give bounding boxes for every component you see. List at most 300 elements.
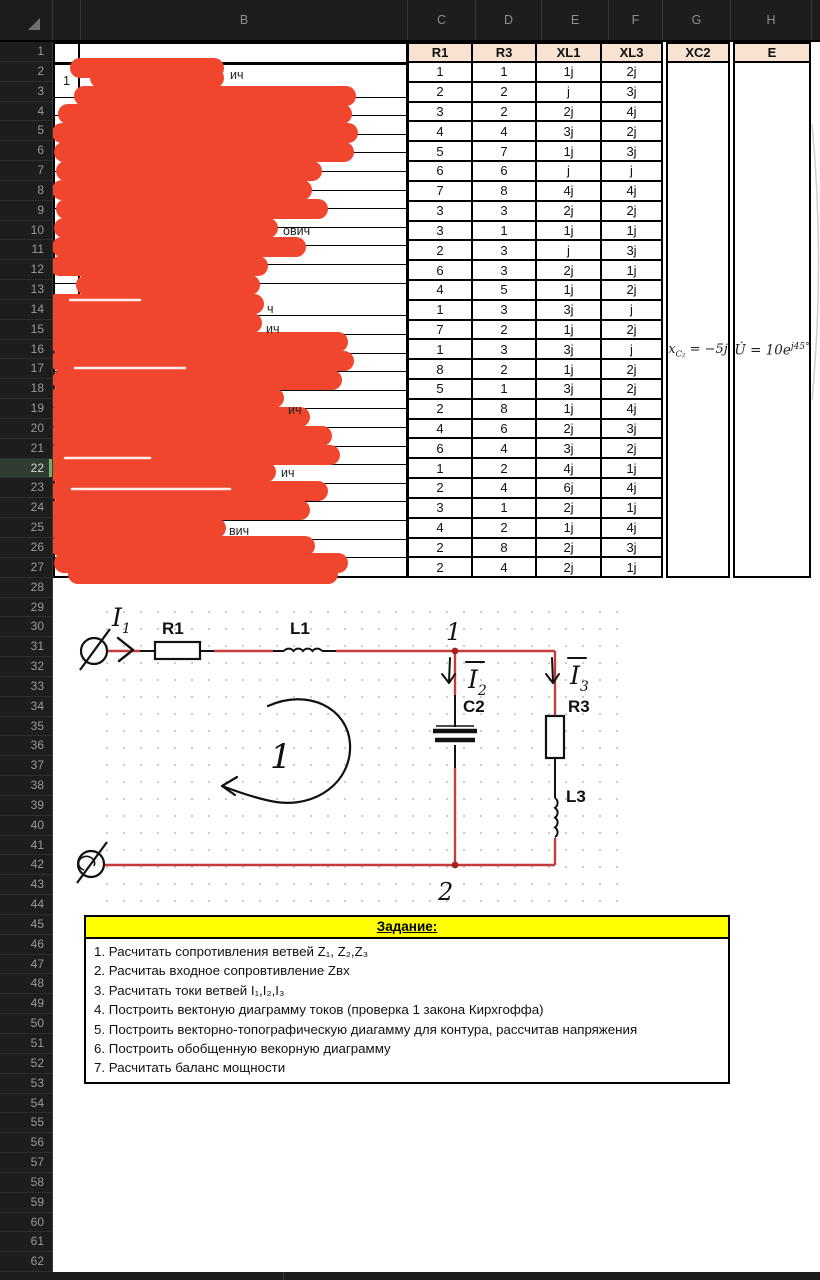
name-fragment: вич <box>229 524 250 538</box>
seq-cell[interactable] <box>55 484 80 502</box>
values-cell[interactable]: 3j <box>626 143 637 159</box>
values-table <box>407 42 663 578</box>
name-cell[interactable] <box>80 447 406 465</box>
values-cell[interactable]: 4j <box>626 183 637 199</box>
row-header-14[interactable]: 14 <box>0 300 52 320</box>
values-row <box>409 400 661 420</box>
values-row <box>409 83 661 103</box>
values-cell[interactable]: 6 <box>409 439 473 457</box>
values-cell[interactable]: 1 <box>473 380 537 398</box>
row-header-25[interactable]: 25 <box>0 518 52 538</box>
values-cell[interactable]: 4 <box>473 558 537 576</box>
name-cell[interactable] <box>80 246 406 264</box>
seq-cell[interactable] <box>55 335 80 353</box>
row-header-46[interactable]: 46 <box>0 935 52 955</box>
e-header-cell[interactable]: E <box>767 45 777 60</box>
row-header-31[interactable]: 31 <box>0 637 52 657</box>
values-cell[interactable]: 1j <box>537 400 602 418</box>
row-header-21[interactable]: 21 <box>0 439 52 459</box>
row-header-5[interactable]: 5 <box>0 121 52 141</box>
row-header-32[interactable]: 32 <box>0 657 52 677</box>
values-cell[interactable]: 2j <box>537 558 602 576</box>
row-header-19[interactable]: 19 <box>0 399 52 419</box>
row-header-7[interactable]: 7 <box>0 161 52 181</box>
row-header-48[interactable]: 48 <box>0 974 52 994</box>
l3-label: L3 <box>566 787 586 806</box>
values-cell[interactable]: 3j <box>626 84 637 100</box>
resistor-r3-symbol <box>546 716 564 758</box>
row-header-42[interactable]: 42 <box>0 855 52 875</box>
seq-cell[interactable] <box>55 409 80 427</box>
names-table-row <box>55 465 406 484</box>
node-1-dot <box>452 648 459 655</box>
row-header-40[interactable]: 40 <box>0 816 52 836</box>
values-cell[interactable]: 4 <box>409 519 473 537</box>
values-cell[interactable]: 3 <box>409 202 473 220</box>
task-item: 1. Расчитать сопротивления ветвей Z₁, Z₂,Z₃ <box>94 944 369 959</box>
seq-cell[interactable] <box>55 246 80 264</box>
values-cell[interactable]: 1 <box>473 63 537 81</box>
values-cell[interactable]: j <box>537 162 602 180</box>
values-cell[interactable]: 1 <box>409 459 473 477</box>
name-cell[interactable] <box>80 265 406 283</box>
values-cell[interactable]: 2j <box>626 361 637 377</box>
name-header-cell[interactable] <box>80 44 406 62</box>
values-cell[interactable]: 2j <box>537 499 602 517</box>
row-header-1[interactable]: 1 <box>0 42 52 62</box>
values-cell[interactable]: 4j <box>626 104 637 120</box>
values-cell[interactable]: 3j <box>626 242 637 258</box>
values-cell[interactable]: 2j <box>537 261 602 279</box>
seq-cell[interactable] <box>55 372 80 390</box>
e-formula: U̇ = $10e^{j45^\circ}$ <box>734 342 810 359</box>
names-table-row <box>55 98 406 117</box>
name-cell[interactable] <box>80 135 406 153</box>
values-cell[interactable]: 4j <box>626 401 637 417</box>
row-header-9[interactable]: 9 <box>0 201 52 221</box>
column-header-c[interactable]: C <box>408 0 476 40</box>
e-header-row <box>735 44 809 63</box>
values-cell[interactable]: 8 <box>473 400 537 418</box>
values-cell[interactable]: 1j <box>626 460 637 476</box>
values-cell[interactable]: 6 <box>473 420 537 438</box>
values-cell[interactable]: 3 <box>473 202 537 220</box>
values-cell[interactable]: j <box>630 302 633 318</box>
row-header-16[interactable]: 16 <box>0 340 52 360</box>
row-header-33[interactable]: 33 <box>0 677 52 697</box>
row-header-23[interactable]: 23 <box>0 478 52 498</box>
seq-cell[interactable] <box>55 447 80 465</box>
current-i1-label: $I_1$ <box>112 603 131 637</box>
values-cell[interactable]: 1 <box>409 63 473 81</box>
name-cell[interactable] <box>80 409 406 427</box>
values-cell[interactable]: j <box>630 163 633 179</box>
seq-cell[interactable] <box>55 502 80 520</box>
xc2-header-row <box>668 44 728 63</box>
names-table-row <box>55 246 406 265</box>
values-cell[interactable]: 4j <box>537 182 602 200</box>
row-header-44[interactable]: 44 <box>0 895 52 915</box>
values-cell[interactable]: 1j <box>626 222 637 238</box>
row-header-41[interactable]: 41 <box>0 836 52 856</box>
row-header-3[interactable]: 3 <box>0 82 52 102</box>
values-cell[interactable]: 1j <box>626 500 637 516</box>
values-header-cell-xl1[interactable]: XL1 <box>537 44 602 61</box>
seq-cell[interactable] <box>55 98 80 116</box>
name-cell[interactable] <box>80 465 406 483</box>
task-item: 2. Расчитаь входное сопровтивление Zвх <box>94 963 350 979</box>
values-cell[interactable]: 5 <box>409 380 473 398</box>
values-cell[interactable]: 3 <box>409 222 473 240</box>
row-header-4[interactable]: 4 <box>0 102 52 122</box>
row-header-28[interactable]: 28 <box>0 578 52 598</box>
name-cell[interactable] <box>80 558 406 576</box>
row-header-37[interactable]: 37 <box>0 756 52 776</box>
e-value-cell[interactable] <box>735 63 809 576</box>
values-cell[interactable]: 2 <box>473 360 537 378</box>
row-header-55[interactable]: 55 <box>0 1113 52 1133</box>
values-cell[interactable]: 3 <box>473 241 537 259</box>
names-table-row <box>55 172 406 191</box>
selected-row-indicator <box>49 459 52 478</box>
row-header-34[interactable]: 34 <box>0 697 52 717</box>
values-cell[interactable]: 3j <box>537 340 602 358</box>
values-cell[interactable]: 2j <box>537 103 602 121</box>
xc2-value-cell[interactable] <box>668 63 728 576</box>
row-header-51[interactable]: 51 <box>0 1034 52 1054</box>
seq-cell[interactable] <box>55 209 80 227</box>
values-row <box>409 420 661 440</box>
values-cell[interactable]: 6j <box>537 479 602 497</box>
values-row <box>409 202 661 222</box>
values-cell[interactable]: 4 <box>409 281 473 299</box>
values-row <box>409 261 661 281</box>
names-table-row <box>55 316 406 335</box>
name-cell[interactable] <box>80 428 406 446</box>
seq-cell[interactable] <box>55 191 80 209</box>
values-cell[interactable]: 8 <box>409 360 473 378</box>
values-cell[interactable]: 2j <box>626 381 637 397</box>
values-cell[interactable]: 2 <box>473 103 537 121</box>
row-header-61[interactable]: 61 <box>0 1232 52 1252</box>
values-cell[interactable]: 2 <box>473 519 537 537</box>
values-row <box>409 360 661 380</box>
row-header-15[interactable]: 15 <box>0 320 52 340</box>
values-header-cell-xl3[interactable]: XL3 <box>619 45 644 60</box>
values-cell[interactable]: 2 <box>473 459 537 477</box>
row-header-45[interactable]: 45 <box>0 915 52 935</box>
values-row <box>409 241 661 261</box>
values-cell[interactable]: 1 <box>473 499 537 517</box>
values-cell[interactable]: j <box>537 83 602 101</box>
c2-label: C2 <box>463 697 485 716</box>
row-header-43[interactable]: 43 <box>0 875 52 895</box>
names-table-row <box>55 354 406 373</box>
name-cell[interactable] <box>80 540 406 558</box>
values-cell[interactable]: j <box>537 241 602 259</box>
names-table-row <box>55 153 406 172</box>
values-row <box>409 380 661 400</box>
values-cell[interactable]: 1j <box>626 559 637 575</box>
task-box[interactable] <box>84 915 730 1084</box>
name-cell[interactable] <box>80 116 406 134</box>
values-cell[interactable]: 2 <box>409 400 473 418</box>
values-cell[interactable]: 6 <box>409 261 473 279</box>
names-table-header-row[interactable] <box>55 44 406 65</box>
seq-cell[interactable] <box>55 228 80 246</box>
r3-label: R3 <box>568 697 590 716</box>
values-cell[interactable]: 1 <box>409 340 473 358</box>
row-header-17[interactable]: 17 <box>0 359 52 379</box>
loop-number-label: 1 <box>270 737 292 777</box>
values-cell[interactable]: 3j <box>626 421 637 437</box>
row-header-35[interactable]: 35 <box>0 717 52 737</box>
row-header-56[interactable]: 56 <box>0 1133 52 1153</box>
row-header-20[interactable]: 20 <box>0 419 52 439</box>
row-header-59[interactable]: 59 <box>0 1193 52 1213</box>
column-header-e[interactable]: E <box>542 0 609 40</box>
values-cell[interactable]: 4j <box>626 520 637 536</box>
values-cell[interactable]: 2j <box>626 440 637 456</box>
name-fragment: ч <box>267 302 274 316</box>
names-table-row <box>55 484 406 503</box>
values-cell[interactable]: 1 <box>473 222 537 240</box>
column-header-g[interactable]: G <box>663 0 731 40</box>
xc2-table <box>666 42 730 578</box>
row-header-10[interactable]: 10 <box>0 221 52 241</box>
values-header-cell-r1[interactable]: R1 <box>409 44 473 61</box>
current-i3-label: $I_3$ <box>570 661 589 695</box>
seq-cell[interactable] <box>55 391 80 409</box>
column-header-f[interactable]: F <box>609 0 663 40</box>
values-cell[interactable]: 2 <box>409 241 473 259</box>
seq-cell[interactable]: 1 <box>55 65 80 97</box>
values-cell[interactable]: 3j <box>537 122 602 140</box>
seq-cell[interactable] <box>55 172 80 190</box>
name-cell[interactable] <box>80 502 406 520</box>
name-cell[interactable] <box>80 335 406 353</box>
row-header-60[interactable]: 60 <box>0 1213 52 1233</box>
name-cell[interactable] <box>80 209 406 227</box>
row-header-49[interactable]: 49 <box>0 994 52 1014</box>
values-cell[interactable]: 1 <box>409 301 473 319</box>
values-cell[interactable]: 2j <box>537 539 602 557</box>
column-header-a[interactable] <box>53 0 81 40</box>
values-row <box>409 558 661 576</box>
values-row <box>409 281 661 301</box>
values-cell[interactable]: 3 <box>473 340 537 358</box>
resistor-r1-symbol <box>155 642 200 659</box>
row-header-36[interactable]: 36 <box>0 736 52 756</box>
values-cell[interactable]: 4 <box>473 479 537 497</box>
names-table-row <box>55 447 406 466</box>
seq-header-cell[interactable] <box>55 44 80 62</box>
select-all-cell[interactable] <box>0 0 53 40</box>
row-header-26[interactable]: 26 <box>0 538 52 558</box>
task-item: 3. Расчитать токи ветвей I₁,I₂,I₃ <box>94 982 285 998</box>
values-cell[interactable]: 2j <box>626 64 637 80</box>
seq-cell[interactable] <box>55 540 80 558</box>
values-row <box>409 519 661 539</box>
name-cell[interactable] <box>80 316 406 334</box>
select-all-icon <box>28 18 40 30</box>
values-row <box>409 182 661 202</box>
values-cell[interactable]: 5 <box>473 281 537 299</box>
row-header-54[interactable]: 54 <box>0 1094 52 1114</box>
values-cell[interactable]: 1j <box>537 519 602 537</box>
row-header-39[interactable]: 39 <box>0 796 52 816</box>
name-cell[interactable] <box>80 172 406 190</box>
values-cell[interactable]: 1j <box>537 281 602 299</box>
column-header-d[interactable]: D <box>476 0 542 40</box>
values-cell[interactable]: 1j <box>537 222 602 240</box>
values-cell[interactable]: 4j <box>626 480 637 496</box>
column-header-h[interactable]: H <box>731 0 812 40</box>
values-cell[interactable]: 7 <box>473 142 537 160</box>
values-cell[interactable]: 1j <box>537 360 602 378</box>
name-cell[interactable] <box>80 284 406 316</box>
task-item: 6. Построить обобщенную векорную диаграмму <box>94 1041 391 1057</box>
circuit-figure <box>70 592 630 910</box>
row-header-12[interactable]: 12 <box>0 260 52 280</box>
names-table-row <box>55 228 406 247</box>
values-header-row <box>409 44 661 63</box>
values-row <box>409 142 661 162</box>
values-cell[interactable]: 3 <box>473 301 537 319</box>
row-header-8[interactable]: 8 <box>0 181 52 201</box>
seq-cell[interactable] <box>55 153 80 171</box>
seq-cell[interactable] <box>55 354 80 372</box>
values-cell[interactable]: 3j <box>537 301 602 319</box>
values-cell[interactable]: 6 <box>409 162 473 180</box>
name-cell[interactable] <box>80 98 406 116</box>
values-cell[interactable]: 3 <box>409 103 473 121</box>
name-cell[interactable] <box>80 391 406 409</box>
row-header-62[interactable]: 62 <box>0 1252 52 1272</box>
values-row <box>409 222 661 242</box>
row-header-6[interactable]: 6 <box>0 141 52 161</box>
values-cell[interactable]: 2 <box>409 558 473 576</box>
task-list <box>86 939 728 1082</box>
name-cell[interactable] <box>80 153 406 171</box>
values-cell[interactable]: 5 <box>409 142 473 160</box>
row-header-57[interactable]: 57 <box>0 1153 52 1173</box>
column-header-b[interactable]: B <box>81 0 408 40</box>
values-cell[interactable]: 1j <box>626 262 637 278</box>
values-cell[interactable]: 3 <box>409 499 473 517</box>
values-cell[interactable]: 2j <box>537 202 602 220</box>
values-cell[interactable]: 1j <box>537 142 602 160</box>
values-header-cell-r3[interactable]: R3 <box>473 44 537 61</box>
values-cell[interactable]: 4 <box>473 122 537 140</box>
values-cell[interactable]: 4 <box>473 439 537 457</box>
row-header-29[interactable]: 29 <box>0 598 52 618</box>
values-cell[interactable]: 2j <box>537 420 602 438</box>
row-header-24[interactable]: 24 <box>0 498 52 518</box>
values-cell[interactable]: 3j <box>626 539 637 555</box>
row-header-30[interactable]: 30 <box>0 617 52 637</box>
row-header-52[interactable]: 52 <box>0 1054 52 1074</box>
names-table-row <box>55 558 406 576</box>
seq-cell[interactable] <box>55 116 80 134</box>
values-cell[interactable]: 2 <box>409 479 473 497</box>
seq-cell[interactable] <box>55 428 80 446</box>
values-cell[interactable]: 7 <box>409 321 473 339</box>
name-cell[interactable] <box>80 228 406 246</box>
values-cell[interactable]: 2 <box>473 83 537 101</box>
seq-cell[interactable] <box>55 465 80 483</box>
xc2-header-cell[interactable]: XC2 <box>685 45 711 60</box>
values-cell[interactable]: 4 <box>409 122 473 140</box>
name-cell[interactable] <box>80 354 406 372</box>
values-cell[interactable]: 2j <box>626 203 637 219</box>
row-header-27[interactable]: 27 <box>0 558 52 578</box>
seq-cell[interactable] <box>55 316 80 334</box>
values-cell[interactable]: 1j <box>537 321 602 339</box>
node-2-dot <box>452 862 459 869</box>
row-header-53[interactable]: 53 <box>0 1074 52 1094</box>
values-cell[interactable]: 4 <box>409 420 473 438</box>
values-cell[interactable]: 4j <box>537 459 602 477</box>
values-row <box>409 340 661 360</box>
values-cell[interactable]: 3j <box>537 380 602 398</box>
values-cell[interactable]: 2 <box>409 539 473 557</box>
row-header-58[interactable]: 58 <box>0 1173 52 1193</box>
values-cell[interactable]: 1j <box>537 63 602 81</box>
values-cell[interactable]: 6 <box>473 162 537 180</box>
values-cell[interactable]: 2 <box>409 83 473 101</box>
values-cell[interactable]: 3j <box>537 439 602 457</box>
values-cell[interactable]: 8 <box>473 539 537 557</box>
names-table-row <box>55 391 406 410</box>
task-item: 5. Построить векторно-топографическую диагамму для контура, рассчитав напряжения <box>94 1021 638 1037</box>
row-header-50[interactable]: 50 <box>0 1014 52 1034</box>
names-table-row <box>55 335 406 354</box>
name-cell[interactable] <box>80 484 406 502</box>
name-cell[interactable] <box>80 372 406 390</box>
seq-cell[interactable] <box>55 558 80 576</box>
seq-cell[interactable] <box>55 265 80 283</box>
values-row <box>409 479 661 499</box>
seq-cell[interactable]: 12 <box>55 284 80 316</box>
values-cell[interactable]: 7 <box>409 182 473 200</box>
names-table-row <box>55 428 406 447</box>
row-header-18[interactable]: 18 <box>0 379 52 399</box>
row-header-47[interactable]: 47 <box>0 955 52 975</box>
name-cell[interactable] <box>80 191 406 209</box>
task-item: 4. Построить вектоную диаграмму токов (проверка 1 закона Кирхгоффа) <box>94 1002 544 1018</box>
values-cell[interactable]: 2 <box>473 321 537 339</box>
row-header-38[interactable]: 38 <box>0 776 52 796</box>
row-header-22[interactable]: 22 <box>0 459 52 479</box>
values-row <box>409 122 661 142</box>
values-cell[interactable]: j <box>630 341 633 357</box>
values-cell[interactable]: 3 <box>473 261 537 279</box>
values-cell[interactable]: 2j <box>626 321 637 337</box>
seq-cell[interactable] <box>55 135 80 153</box>
row-header-2[interactable]: 2 <box>0 62 52 82</box>
names-table-row <box>55 372 406 391</box>
current-i2-label: $I_2$ <box>468 665 487 699</box>
values-cell[interactable]: 2j <box>626 123 637 139</box>
values-cell[interactable]: 2j <box>626 282 637 298</box>
column-header-bar <box>0 0 820 42</box>
row-header-13[interactable]: 13 <box>0 280 52 300</box>
node-1-label: 1 <box>446 618 462 646</box>
seq-cell[interactable] <box>55 521 80 539</box>
row-header-11[interactable]: 11 <box>0 240 52 260</box>
values-cell[interactable]: 8 <box>473 182 537 200</box>
